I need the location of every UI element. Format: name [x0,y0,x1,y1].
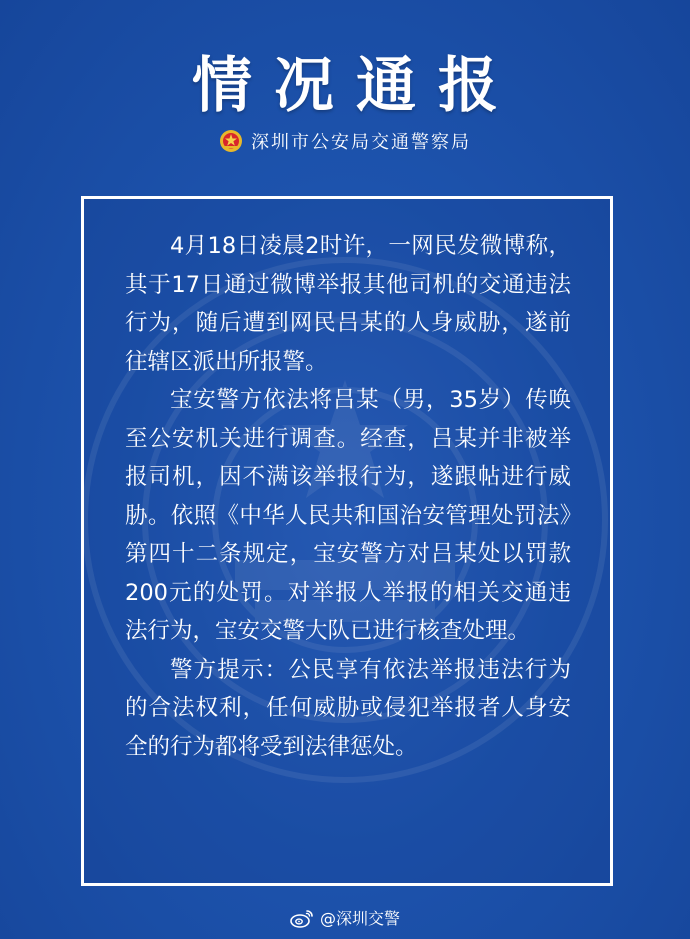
notice-paragraph-1: 4月18日凌晨2时许，一网民发微博称，其于17日通过微博举报其他司机的交通违法行为，随后遭到网民吕某的人身威胁，遂前往辖区派出所报警。 [125,233,571,375]
notice-title: 情况通报 [192,51,520,121]
notice-paragraph-2: 宝安警方依法将吕某（男，35岁）传唤至公安机关进行调查。经查，吕某并非被举报司机，因不满该举报行为，遂跟帖进行威胁。依照《中华人民共和国治安管理处罚法》第四十二条规定，宝安警方对吕某处以罚款200元的处罚。对举报人举报的相关交通违法行为，宝安交警大队已进行核查处理。 [125,387,571,644]
weibo-account[interactable]: @深圳交警 [319,909,400,928]
notice-panel [81,196,613,886]
notice-body [125,227,571,766]
issuer-line [0,128,690,154]
weibo-icon [290,908,314,928]
weibo-watermark [0,906,690,929]
issuer-name: 深圳市公安局交通警察局 [251,132,471,153]
notice-paragraph-3: 警方提示：公民享有依法举报违法行为的合法权利，任何威胁或侵犯举报者人身安全的行为都将受到法律惩处。 [125,656,571,760]
police-emblem-icon [219,129,243,153]
